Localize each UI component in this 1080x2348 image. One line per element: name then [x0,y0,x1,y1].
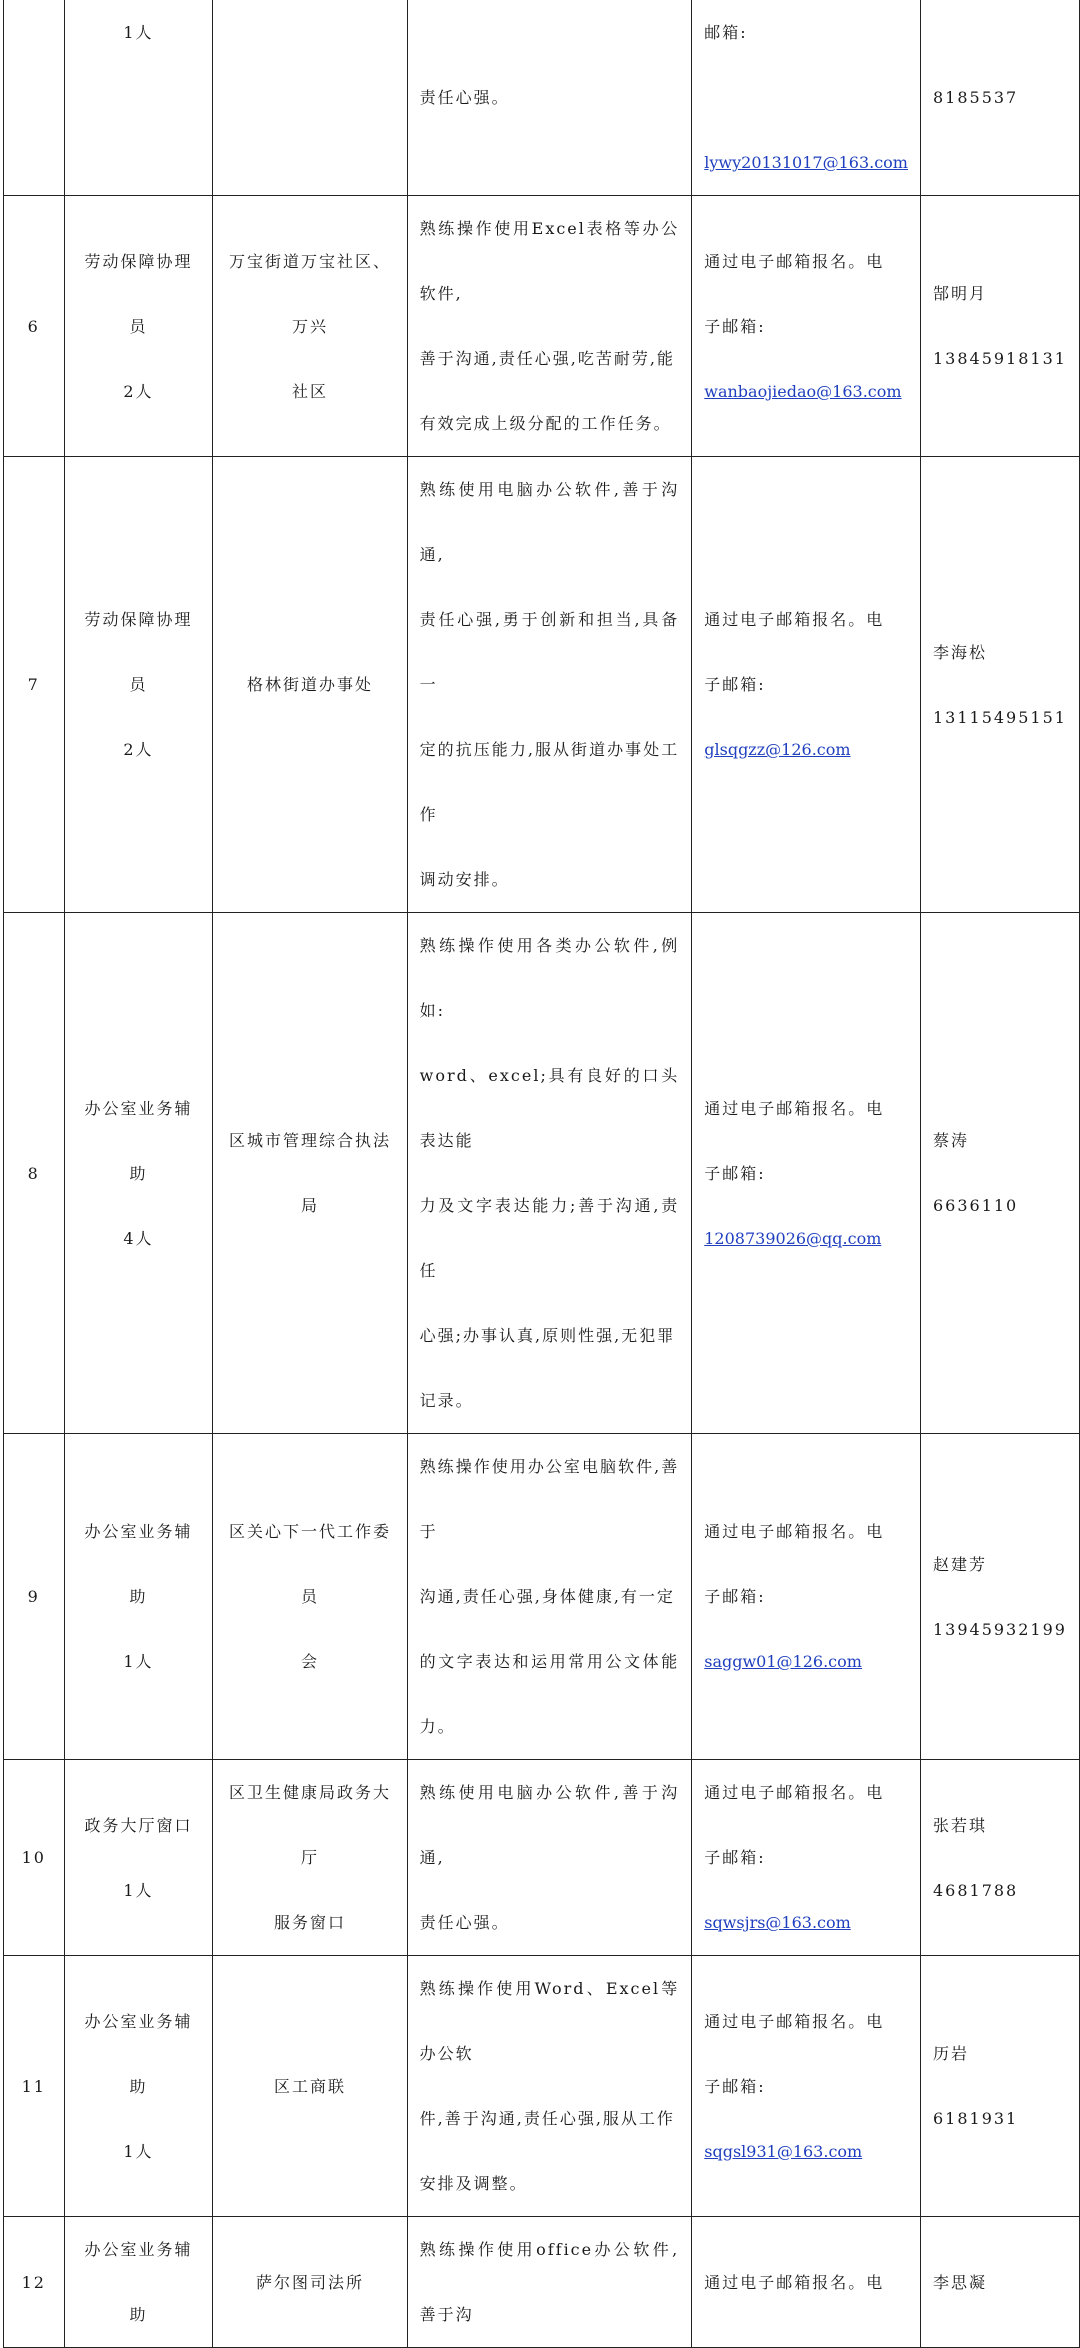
contact-phone: 6636110 [932,1196,1019,1215]
apply-method-text: 通过电子邮箱报名。电 [704,610,885,629]
row-number: 12 [21,2272,46,2292]
position-text: 4人 [123,1228,154,1248]
requirement-text: 定的抗压能力,服从街道办事处工作 [419,740,680,824]
requirement-text: word、excel;具有良好的口头表达能 [419,1066,680,1150]
contact-phone: 13845918131 [932,349,1067,368]
requirement-cell [407,2217,692,2348]
apply-method-text: 子邮箱: [704,1163,766,1183]
requirement-cell [407,1956,692,2217]
row-number-cell [4,1434,65,1760]
apply-method-text: 通过电子邮箱报名。电 [704,251,885,271]
position-cell [64,1434,213,1760]
unit-text: 区关心下一代工作委员 [229,1522,392,1606]
unit-text: 萨尔图司法所 [256,2272,365,2292]
job-table-body [4,0,1080,2348]
position-cell [64,2217,213,2348]
requirement-text: 善于沟通,责任心强,吃苦耐劳,能 [419,349,675,368]
row-number-cell [4,0,65,196]
requirement-cell [407,1760,692,1956]
position-text: 1人 [123,1652,154,1671]
email-link[interactable]: sqwsjrs@163.com [704,1913,851,1932]
table-row [4,0,1080,196]
requirement-cell [407,0,692,196]
position-text: 2人 [123,740,154,759]
requirement-text: 责任心强。 [419,1913,510,1932]
unit-text: 区卫生健康局政务大厅 [229,1783,392,1867]
contact-name: 郜明月 [932,284,987,303]
position-cell [64,1956,213,2217]
unit-cell [213,913,407,1434]
row-number: 6 [27,316,40,336]
table-row [4,1434,1080,1760]
unit-text: 格林街道办事处 [247,675,374,694]
position-cell [64,0,213,196]
row-number-cell [4,1956,65,2217]
email-link[interactable]: sqgsl931@163.com [704,2141,863,2161]
contact-name: 赵建芳 [932,1554,987,1574]
position-text: 办公室业务辅助 [84,1098,193,1183]
position-text: 办公室业务辅助 [84,1522,193,1606]
contact-cell [920,196,1079,457]
apply-method-text: 通过电子邮箱报名。电 [704,1783,885,1802]
contact-cell [920,2217,1079,2348]
apply-method-text: 通过电子邮箱报名。电 [704,1522,885,1541]
position-text: 2人 [123,381,154,401]
unit-text: 区工商联 [274,2076,347,2096]
apply-method-text: 子邮箱: [704,1587,766,1606]
contact-name: 张若琪 [932,1815,987,1835]
contact-cell [920,913,1079,1434]
requirement-text: 熟练使用电脑办公软件,善于沟通, [419,480,680,564]
position-cell [64,913,213,1434]
row-number: 9 [27,1587,40,1606]
contact-cell [920,1434,1079,1760]
position-cell [64,1760,213,1956]
apply-method-cell [692,1760,921,1956]
position-text: 政务大厅窗口 [84,1815,193,1835]
contact-name: 李海松 [932,642,987,662]
requirement-text: 熟练操作使用Word、Excel等办公软 [419,1979,680,2063]
unit-text: 会 [301,1652,320,1671]
table-row [4,457,1080,913]
requirement-text: 责任心强。 [419,88,510,107]
table-row [4,2217,1080,2348]
requirement-text: 责任心强,勇于创新和担当,具备一 [419,610,680,694]
requirement-text: 有效完成上级分配的工作任务。 [419,414,672,433]
requirement-text: 熟练使用电脑办公软件,善于沟通, [419,1783,680,1867]
row-number-cell [4,457,65,913]
row-number: 10 [21,1848,46,1867]
contact-name: 李思凝 [932,2272,987,2292]
position-text: 办公室业务辅助 [84,2240,193,2324]
unit-text: 服务窗口 [274,1913,347,1932]
requirement-text: 熟练操作使用各类办公软件,例如: [419,936,680,1020]
row-number-cell [4,2217,65,2348]
row-number-cell [4,196,65,457]
requirement-text: 力及文字表达能力;善于沟通,责任 [419,1196,680,1280]
spacer [704,65,908,130]
requirement-text: 熟练操作使用Excel表格等办公软件, [419,219,680,303]
contact-cell [920,457,1079,913]
position-text: 1人 [123,1880,154,1900]
contact-cell [920,1956,1079,2217]
position-text: 1人 [123,2141,154,2161]
apply-method-cell [692,196,921,457]
contact-phone: 8185537 [932,88,1019,107]
row-number: 7 [27,675,40,694]
unit-cell [213,2217,407,2348]
requirement-text: 熟练操作使用office办公软件,善于沟 [419,2240,680,2324]
apply-method-cell [692,1434,921,1760]
position-text: 劳动保障协理员 [84,610,193,694]
table-row [4,1956,1080,2217]
email-link[interactable]: wanbaojiedao@163.com [704,381,902,401]
unit-text: 区城市管理综合执法局 [229,1131,392,1215]
requirement-text: 记录。 [419,1391,474,1410]
position-text: 1人 [123,23,154,42]
email-link[interactable]: 1208739026@qq.com [704,1228,882,1248]
unit-cell [213,0,407,196]
position-cell [64,196,213,457]
unit-cell [213,196,407,457]
requirement-text: 调动安排。 [419,870,510,889]
email-link[interactable]: lywy20131017@163.com [704,153,908,172]
requirement-text: 的文字表达和运用常用公文体能力。 [419,1652,680,1736]
requirement-text: 熟练操作使用办公室电脑软件,善于 [419,1457,680,1541]
contact-phone: 13945932199 [932,1619,1067,1639]
apply-method-text: 子邮箱: [704,316,766,336]
job-table [3,0,1080,2348]
apply-method-text: 子邮箱: [704,1848,766,1867]
unit-cell [213,1760,407,1956]
table-row [4,913,1080,1434]
row-number: 11 [21,2076,46,2096]
contact-phone: 4681788 [932,1880,1019,1900]
requirement-cell [407,457,692,913]
email-link[interactable]: glsqgzz@126.com [704,740,851,759]
contact-phone: 13115495151 [932,707,1067,727]
apply-method-text: 子邮箱: [704,2076,766,2096]
apply-method-text: 邮箱: [704,23,748,42]
contact-name: 历岩 [932,2044,969,2063]
requirement-text: 心强;办事认真,原则性强,无犯罪 [419,1326,676,1345]
apply-method-text: 通过电子邮箱报名。电 [704,1098,885,1118]
unit-cell [213,1956,407,2217]
unit-text: 社区 [292,381,329,401]
table-row [4,196,1080,457]
requirement-text: 沟通,责任心强,身体健康,有一定 [419,1587,675,1606]
apply-method-cell [692,2217,921,2348]
position-text: 办公室业务辅助 [84,2011,193,2096]
row-number-cell [4,1760,65,1956]
requirement-cell [407,913,692,1434]
contact-phone: 6181931 [932,2109,1019,2128]
email-link[interactable]: saggw01@126.com [704,1652,862,1671]
table-row [4,1760,1080,1956]
row-number-cell [4,913,65,1434]
unit-text: 万宝街道万宝社区、万兴 [229,251,392,336]
unit-cell [213,1434,407,1760]
position-cell [64,457,213,913]
apply-method-cell [692,0,921,196]
contact-cell [920,0,1079,196]
contact-cell [920,1760,1079,1956]
apply-method-text: 通过电子邮箱报名。电 [704,2272,885,2292]
row-number: 8 [27,1163,40,1183]
contact-name: 蔡涛 [932,1131,969,1150]
apply-method-cell [692,1956,921,2217]
requirement-cell [407,196,692,457]
requirement-cell [407,1434,692,1760]
requirement-text: 件,善于沟通,责任心强,服从工作 [419,2109,675,2128]
requirement-text: 安排及调整。 [419,2174,528,2193]
unit-cell [213,457,407,913]
apply-method-text: 子邮箱: [704,675,766,694]
apply-method-text: 通过电子邮箱报名。电 [704,2011,885,2031]
apply-method-cell [692,913,921,1434]
apply-method-cell [692,457,921,913]
position-text: 劳动保障协理员 [84,251,193,336]
